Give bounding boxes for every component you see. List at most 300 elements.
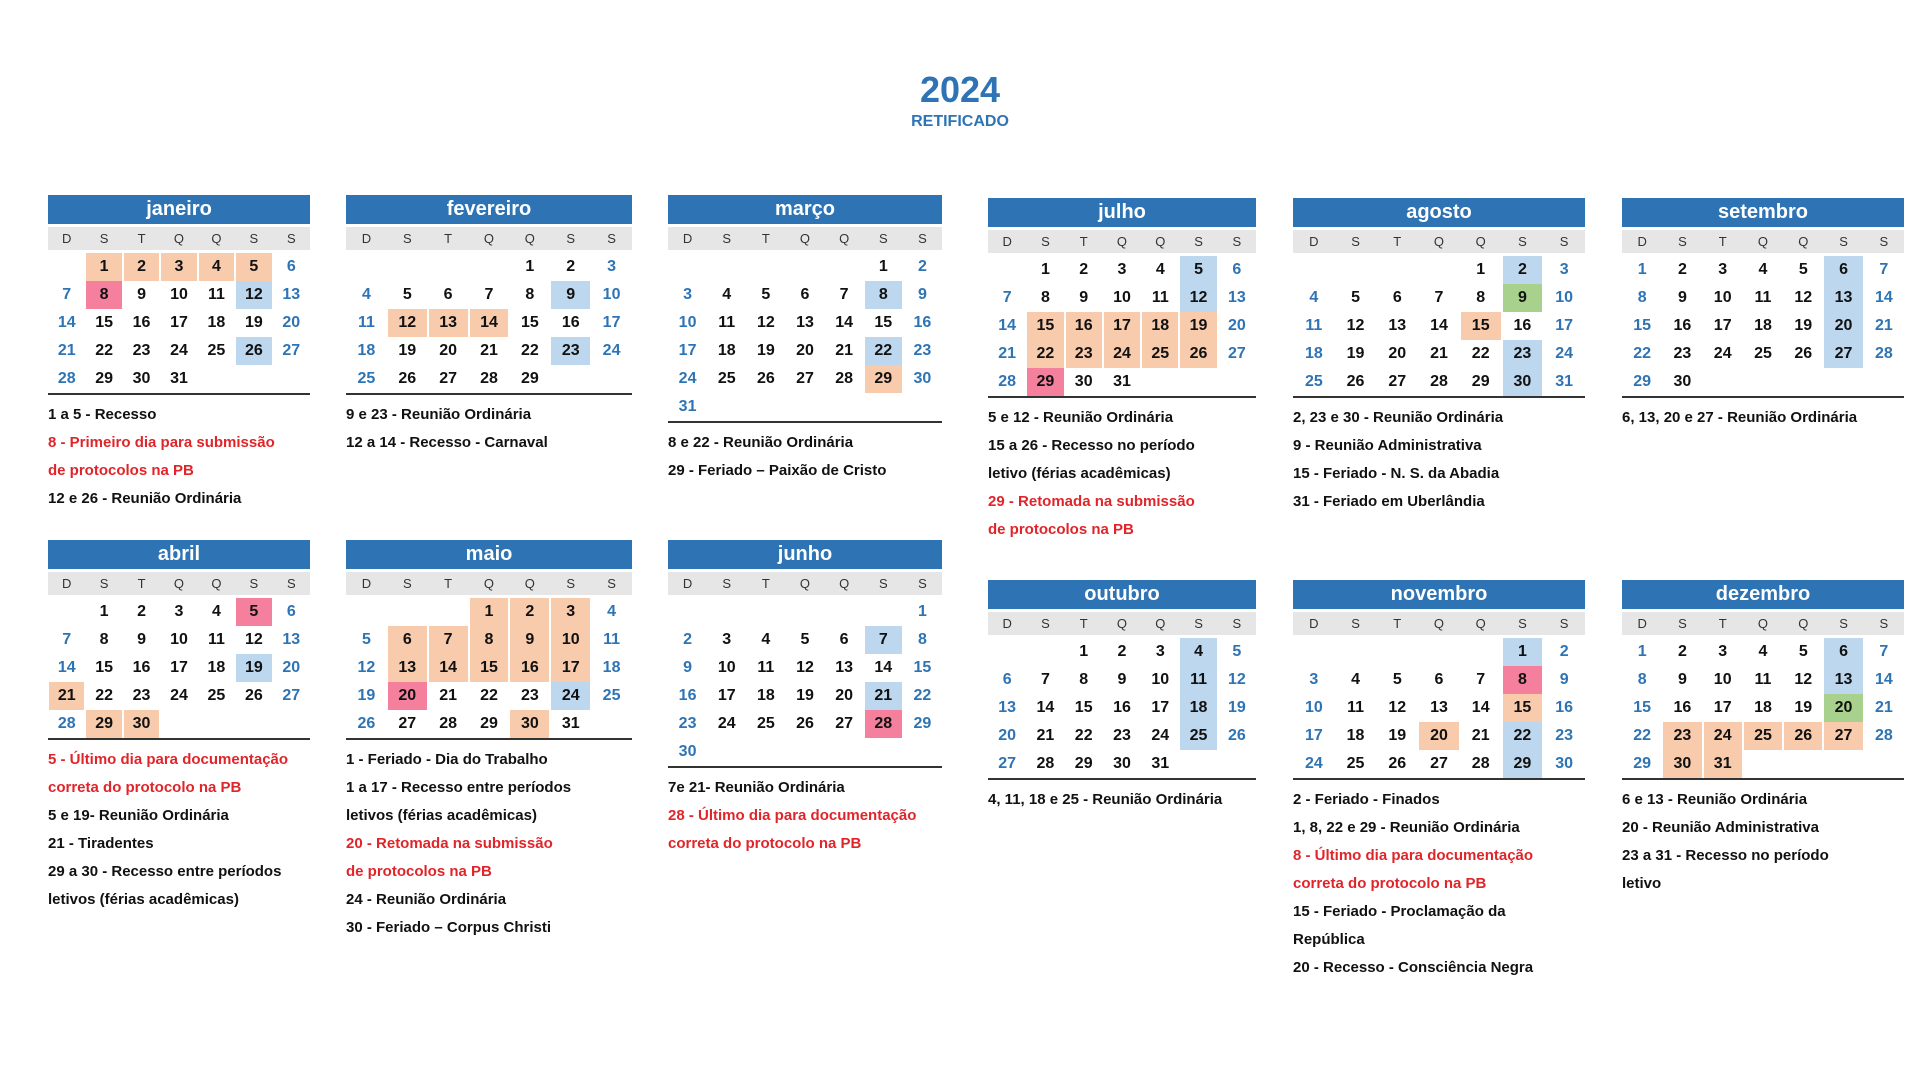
day-cell: 11 bbox=[757, 659, 775, 676]
day-cell: 16 bbox=[510, 654, 549, 682]
day-cell: 15 bbox=[1503, 694, 1543, 722]
day-cell: 4 bbox=[761, 631, 771, 648]
day-cell: 19 bbox=[1794, 699, 1813, 716]
day-cell: 26 bbox=[1346, 373, 1365, 390]
weekday-header: T bbox=[761, 231, 770, 246]
day-cell: 13 bbox=[429, 309, 468, 337]
day-cell: 30 bbox=[1503, 368, 1543, 396]
day-cell: 8 bbox=[1476, 289, 1486, 306]
weekday-header-row bbox=[48, 572, 310, 595]
day-cell: 17 bbox=[1555, 317, 1574, 334]
note-line: letivos (férias acadêmicas) bbox=[346, 807, 537, 824]
day-cell: 19 bbox=[1794, 317, 1813, 334]
weekday-header: T bbox=[137, 576, 146, 591]
note-line: 29 a 30 - Recesso entre períodos bbox=[48, 863, 282, 880]
day-cell: 20 bbox=[835, 687, 854, 704]
month-header: setembro bbox=[1622, 198, 1904, 227]
month-divider bbox=[346, 393, 632, 395]
day-cell: 21 bbox=[1471, 727, 1490, 744]
weekday-header-row bbox=[1622, 230, 1904, 253]
day-cell: 22 bbox=[95, 342, 114, 359]
day-cell: 7 bbox=[839, 286, 849, 303]
day-cell: 20 bbox=[1388, 345, 1407, 362]
day-cell: 6 bbox=[286, 603, 296, 620]
day-cell: 27 bbox=[439, 370, 458, 387]
day-cell: 14 bbox=[1036, 699, 1055, 716]
day-cell: 9 bbox=[510, 626, 549, 654]
day-cell: 9 bbox=[137, 286, 147, 303]
day-cell: 28 bbox=[1874, 345, 1893, 362]
day-cell: 2 bbox=[1117, 643, 1127, 660]
month-notes bbox=[1293, 786, 1585, 982]
day-cell: 11 bbox=[1180, 666, 1216, 694]
day-cell: 25 bbox=[1180, 722, 1216, 750]
day-cell: 26 bbox=[1227, 727, 1246, 744]
day-cell: 9 bbox=[1677, 671, 1687, 688]
day-cell: 29 bbox=[1503, 750, 1543, 778]
note-line: 5 - Último dia para documentação bbox=[48, 751, 289, 768]
day-cell: 14 bbox=[998, 317, 1017, 334]
day-cell: 7 bbox=[429, 626, 468, 654]
day-cell: 7 bbox=[1879, 643, 1889, 660]
note-line: 2 - Feriado - Finados bbox=[1293, 791, 1440, 808]
day-grid bbox=[988, 256, 1256, 396]
note-line: de protocolos na PB bbox=[988, 521, 1134, 538]
weekday-header: D bbox=[682, 231, 693, 246]
month-notes bbox=[988, 404, 1256, 544]
day-cell: 18 bbox=[1346, 727, 1365, 744]
day-cell: 22 bbox=[913, 687, 932, 704]
day-cell: 1 bbox=[86, 253, 121, 281]
day-cell: 12 bbox=[796, 659, 814, 676]
note-line: 15 - Feriado - Proclamação da bbox=[1293, 903, 1506, 920]
day-cell: 23 bbox=[1113, 727, 1131, 744]
day-cell: 19 bbox=[756, 342, 775, 359]
day-cell: 21 bbox=[1430, 345, 1448, 362]
weekday-header-row bbox=[988, 612, 1256, 635]
day-cell: 25 bbox=[602, 687, 621, 704]
note-line: 21 - Tiradentes bbox=[48, 835, 154, 852]
note-line: de protocolos na PB bbox=[346, 863, 492, 880]
day-cell: 11 bbox=[357, 314, 375, 331]
day-cell: 3 bbox=[1718, 643, 1728, 660]
weekday-header: T bbox=[1079, 234, 1088, 249]
note-line: letivo bbox=[1622, 875, 1662, 892]
month-divider bbox=[48, 393, 310, 395]
weekday-header: Q bbox=[799, 576, 811, 591]
day-cell: 25 bbox=[1304, 373, 1323, 390]
weekday-header: S bbox=[99, 231, 109, 246]
day-cell: 4 bbox=[361, 286, 371, 303]
month-notes bbox=[1293, 404, 1585, 516]
day-cell: 9 bbox=[1503, 284, 1543, 312]
day-cell: 31 bbox=[1151, 755, 1170, 772]
day-cell: 30 bbox=[1074, 373, 1093, 390]
day-cell: 5 bbox=[1180, 256, 1216, 284]
day-cell: 4 bbox=[607, 603, 617, 620]
day-cell: 4 bbox=[1351, 671, 1361, 688]
weekday-header: S bbox=[566, 576, 576, 591]
month-outubro bbox=[988, 580, 1256, 814]
day-cell: 3 bbox=[1155, 643, 1165, 660]
day-cell: 15 bbox=[874, 314, 893, 331]
day-cell: 18 bbox=[1754, 317, 1772, 334]
page-subtitle: RETIFICADO bbox=[911, 113, 1009, 130]
day-cell: 21 bbox=[998, 345, 1017, 362]
day-cell: 13 bbox=[998, 699, 1017, 716]
day-cell: 22 bbox=[1471, 345, 1490, 362]
weekday-header: T bbox=[1718, 234, 1727, 249]
day-grid bbox=[668, 598, 942, 766]
month-header: maio bbox=[346, 540, 632, 569]
day-cell: 28 bbox=[835, 370, 854, 387]
day-cell: 10 bbox=[717, 659, 736, 676]
day-cell: 5 bbox=[361, 631, 371, 648]
day-cell: 6 bbox=[1824, 638, 1862, 666]
month-maio bbox=[346, 540, 632, 942]
day-cell: 3 bbox=[1718, 261, 1728, 278]
weekday-header: D bbox=[1637, 616, 1647, 631]
day-cell: 5 bbox=[1351, 289, 1361, 306]
day-cell: 8 bbox=[865, 281, 902, 309]
weekday-header: S bbox=[1678, 616, 1687, 631]
day-cell: 21 bbox=[835, 342, 854, 359]
day-grid bbox=[988, 638, 1256, 778]
day-cell: 13 bbox=[796, 314, 814, 331]
day-cell: 19 bbox=[1227, 699, 1246, 716]
day-cell: 27 bbox=[282, 342, 301, 359]
day-cell: 6 bbox=[1434, 671, 1444, 688]
weekday-header: D bbox=[682, 576, 693, 591]
day-cell: 30 bbox=[678, 743, 697, 760]
weekday-header: S bbox=[1879, 234, 1889, 249]
day-cell: 10 bbox=[1113, 289, 1131, 306]
note-line: 2, 23 e 30 - Reunião Ordinária bbox=[1293, 409, 1504, 426]
day-cell: 24 bbox=[717, 715, 736, 732]
day-cell: 24 bbox=[1555, 345, 1574, 362]
day-cell: 9 bbox=[917, 286, 927, 303]
weekday-header: S bbox=[1232, 616, 1242, 631]
day-cell: 13 bbox=[1824, 284, 1862, 312]
weekday-header: S bbox=[1232, 234, 1242, 249]
day-cell: 23 bbox=[551, 337, 590, 365]
day-cell: 28 bbox=[998, 373, 1017, 390]
day-cell: 17 bbox=[678, 342, 697, 359]
weekday-header: S bbox=[1041, 234, 1050, 249]
weekday-header: S bbox=[249, 231, 259, 246]
day-cell: 2 bbox=[566, 258, 576, 275]
day-cell: 23 bbox=[132, 687, 151, 704]
weekday-header: Q bbox=[1155, 234, 1166, 249]
title-block bbox=[0, 70, 1920, 132]
day-cell: 30 bbox=[1673, 373, 1692, 390]
weekday-header: S bbox=[286, 231, 296, 246]
weekday-header: Q bbox=[1475, 616, 1486, 631]
day-cell: 8 bbox=[1637, 671, 1647, 688]
day-cell: 24 bbox=[1304, 755, 1323, 772]
note-line: 23 a 31 - Recesso no período bbox=[1622, 847, 1829, 864]
day-cell: 2 bbox=[683, 631, 693, 648]
day-cell: 24 bbox=[551, 682, 590, 710]
day-cell: 16 bbox=[913, 314, 932, 331]
note-line: 9 - Reunião Administrativa bbox=[1293, 437, 1482, 454]
weekday-header: S bbox=[402, 231, 412, 246]
month-notes bbox=[346, 401, 632, 457]
day-cell: 15 bbox=[95, 659, 114, 676]
note-line: correta do protocolo na PB bbox=[1293, 875, 1487, 892]
weekday-header: Q bbox=[1433, 234, 1445, 249]
day-cell: 19 bbox=[236, 654, 271, 682]
day-cell: 29 bbox=[1633, 373, 1652, 390]
day-cell: 11 bbox=[1305, 317, 1323, 334]
day-cell: 11 bbox=[207, 631, 225, 648]
day-cell: 1 bbox=[878, 258, 888, 275]
day-cell: 26 bbox=[244, 687, 263, 704]
weekday-header: T bbox=[444, 231, 453, 246]
day-cell: 27 bbox=[796, 370, 814, 387]
day-cell: 29 bbox=[520, 370, 539, 387]
day-cell: 20 bbox=[388, 682, 427, 710]
day-cell: 18 bbox=[1180, 694, 1216, 722]
day-cell: 2 bbox=[1503, 256, 1543, 284]
day-cell: 10 bbox=[1713, 671, 1732, 688]
weekday-header: S bbox=[286, 576, 296, 591]
note-line: 8 - Primeiro dia para submissão bbox=[48, 434, 275, 451]
day-cell: 23 bbox=[1503, 340, 1543, 368]
day-cell: 20 bbox=[796, 342, 814, 359]
day-cell: 12 bbox=[236, 281, 271, 309]
day-cell: 12 bbox=[357, 659, 376, 676]
day-cell: 15 bbox=[913, 659, 932, 676]
day-cell: 22 bbox=[95, 687, 114, 704]
month-header: janeiro bbox=[48, 195, 310, 224]
note-line: 24 - Reunião Ordinária bbox=[346, 891, 507, 908]
day-cell: 16 bbox=[1673, 699, 1692, 716]
weekday-header: S bbox=[1351, 234, 1360, 249]
day-cell: 14 bbox=[1430, 317, 1448, 334]
day-cell: 12 bbox=[1794, 289, 1813, 306]
weekday-header: Q bbox=[1433, 616, 1445, 631]
day-cell: 12 bbox=[1180, 284, 1216, 312]
day-cell: 3 bbox=[607, 258, 617, 275]
month-novembro bbox=[1293, 580, 1585, 982]
day-cell: 26 bbox=[236, 337, 271, 365]
day-cell: 28 bbox=[865, 710, 902, 738]
day-cell: 26 bbox=[796, 715, 814, 732]
day-cell: 26 bbox=[756, 370, 775, 387]
note-line: 15 a 26 - Recesso no período bbox=[988, 437, 1195, 454]
day-grid bbox=[48, 598, 310, 738]
day-cell: 23 bbox=[678, 715, 697, 732]
day-cell: 15 bbox=[470, 654, 509, 682]
day-cell: 22 bbox=[1074, 727, 1093, 744]
month-divider bbox=[48, 738, 310, 740]
day-cell: 10 bbox=[1304, 699, 1323, 716]
weekday-header-row bbox=[1293, 612, 1585, 635]
month-divider bbox=[1622, 396, 1904, 398]
month-header: dezembro bbox=[1622, 580, 1904, 609]
day-cell: 8 bbox=[917, 631, 927, 648]
day-cell: 1 bbox=[917, 603, 927, 620]
day-cell: 7 bbox=[1476, 671, 1486, 688]
day-cell: 2 bbox=[124, 253, 159, 281]
month-julho bbox=[988, 198, 1256, 544]
day-cell: 21 bbox=[49, 682, 84, 710]
day-cell: 21 bbox=[439, 687, 458, 704]
weekday-header: Q bbox=[799, 231, 811, 246]
day-cell: 17 bbox=[170, 659, 188, 676]
day-cell: 23 bbox=[1066, 340, 1102, 368]
day-cell: 25 bbox=[207, 342, 226, 359]
day-cell: 11 bbox=[1754, 671, 1772, 688]
weekday-header: Q bbox=[173, 231, 185, 246]
day-cell: 27 bbox=[1824, 340, 1862, 368]
day-cell: 30 bbox=[913, 370, 932, 387]
weekday-header: S bbox=[1194, 616, 1203, 631]
day-cell: 24 bbox=[1713, 345, 1732, 362]
day-cell: 13 bbox=[1227, 289, 1246, 306]
weekday-header: S bbox=[1194, 234, 1203, 249]
weekday-header: D bbox=[361, 231, 372, 246]
day-cell: 28 bbox=[480, 370, 498, 387]
month-notes bbox=[346, 746, 632, 942]
note-line: correta do protocolo na PB bbox=[668, 835, 862, 852]
month-notes bbox=[1622, 786, 1904, 898]
day-cell: 16 bbox=[1673, 317, 1692, 334]
weekday-header-row bbox=[668, 227, 942, 250]
day-cell: 8 bbox=[525, 286, 535, 303]
day-cell: 12 bbox=[756, 314, 775, 331]
day-cell: 2 bbox=[1559, 643, 1569, 660]
day-cell: 3 bbox=[722, 631, 732, 648]
day-cell: 31 bbox=[1555, 373, 1574, 390]
weekday-header: S bbox=[878, 576, 888, 591]
month-header: abril bbox=[48, 540, 310, 569]
day-cell: 13 bbox=[282, 286, 301, 303]
day-cell: 30 bbox=[124, 710, 159, 738]
day-cell: 6 bbox=[443, 286, 453, 303]
day-cell: 17 bbox=[1151, 699, 1170, 716]
day-cell: 21 bbox=[1874, 699, 1893, 716]
day-cell: 18 bbox=[357, 342, 376, 359]
day-cell: 21 bbox=[1036, 727, 1055, 744]
day-cell: 14 bbox=[57, 659, 76, 676]
day-cell: 13 bbox=[1388, 317, 1407, 334]
day-cell: 2 bbox=[917, 258, 927, 275]
note-line: 4, 11, 18 e 25 - Reunião Ordinária bbox=[988, 791, 1223, 808]
day-cell: 14 bbox=[57, 314, 76, 331]
day-cell: 27 bbox=[998, 755, 1017, 772]
day-cell: 8 bbox=[1079, 671, 1089, 688]
note-line: 20 - Reunião Administrativa bbox=[1622, 819, 1819, 836]
day-cell: 7 bbox=[62, 631, 72, 648]
day-grid bbox=[346, 598, 632, 738]
day-cell: 3 bbox=[1559, 261, 1569, 278]
note-line: 5 e 12 - Reunião Ordinária bbox=[988, 409, 1174, 426]
day-cell: 1 bbox=[1503, 638, 1543, 666]
day-cell: 10 bbox=[170, 631, 188, 648]
day-cell: 25 bbox=[207, 687, 226, 704]
weekday-header: Q bbox=[1116, 616, 1128, 631]
note-line: 8 - Último dia para documentação bbox=[1293, 847, 1534, 864]
day-cell: 9 bbox=[137, 631, 147, 648]
month-header: outubro bbox=[988, 580, 1256, 609]
weekday-header: D bbox=[1002, 234, 1012, 249]
day-cell: 13 bbox=[282, 631, 301, 648]
day-cell: 18 bbox=[756, 687, 775, 704]
note-line: 6, 13, 20 e 27 - Reunião Ordinária bbox=[1622, 409, 1858, 426]
day-grid bbox=[1622, 638, 1904, 778]
weekday-header: Q bbox=[524, 576, 535, 591]
weekday-header: S bbox=[1678, 234, 1687, 249]
day-cell: 24 bbox=[170, 342, 188, 359]
day-cell: 24 bbox=[1151, 727, 1170, 744]
day-cell: 15 bbox=[95, 314, 114, 331]
day-cell: 4 bbox=[722, 286, 732, 303]
day-cell: 13 bbox=[835, 659, 854, 676]
day-cell: 10 bbox=[1713, 289, 1732, 306]
day-cell: 19 bbox=[398, 342, 417, 359]
weekday-header: T bbox=[444, 576, 453, 591]
weekday-header: S bbox=[878, 231, 888, 246]
day-cell: 2 bbox=[1079, 261, 1089, 278]
day-cell: 8 bbox=[1040, 289, 1050, 306]
note-line: 7e 21- Reunião Ordinária bbox=[668, 779, 845, 796]
day-cell: 24 bbox=[1704, 722, 1742, 750]
day-cell: 1 bbox=[1476, 261, 1486, 278]
day-cell: 1 bbox=[525, 258, 535, 275]
weekday-header: Q bbox=[211, 231, 222, 246]
weekday-header: T bbox=[1718, 616, 1727, 631]
weekday-header: T bbox=[1079, 616, 1088, 631]
day-cell: 15 bbox=[1027, 312, 1063, 340]
weekday-header: D bbox=[62, 231, 72, 246]
day-cell: 12 bbox=[1346, 317, 1365, 334]
weekday-header-row bbox=[1622, 612, 1904, 635]
note-line: 8 e 22 - Reunião Ordinária bbox=[668, 434, 854, 451]
day-grid bbox=[1622, 256, 1904, 396]
month-divider bbox=[346, 738, 632, 740]
day-cell: 16 bbox=[1513, 317, 1532, 334]
day-cell: 8 bbox=[1503, 666, 1543, 694]
month-divider bbox=[988, 396, 1256, 398]
month-agosto bbox=[1293, 198, 1585, 516]
day-cell: 6 bbox=[800, 286, 810, 303]
month-divider bbox=[668, 766, 942, 768]
day-cell: 20 bbox=[1419, 722, 1459, 750]
weekday-header: S bbox=[1879, 616, 1889, 631]
day-cell: 7 bbox=[1879, 261, 1889, 278]
month-header: agosto bbox=[1293, 198, 1585, 227]
day-cell: 25 bbox=[357, 370, 376, 387]
day-cell: 8 bbox=[99, 631, 109, 648]
day-cell: 6 bbox=[1002, 671, 1012, 688]
day-cell: 14 bbox=[1874, 671, 1893, 688]
day-cell: 17 bbox=[170, 314, 188, 331]
note-line: 1 - Feriado - Dia do Trabalho bbox=[346, 751, 548, 768]
note-line: 20 - Retomada na submissão bbox=[346, 835, 553, 852]
day-cell: 26 bbox=[357, 715, 376, 732]
month-notes bbox=[668, 429, 942, 485]
note-line: 6 e 13 - Reunião Ordinária bbox=[1622, 791, 1808, 808]
day-cell: 10 bbox=[602, 286, 621, 303]
day-cell: 30 bbox=[1113, 755, 1131, 772]
day-cell: 15 bbox=[1074, 699, 1093, 716]
day-cell: 28 bbox=[1036, 755, 1055, 772]
day-cell: 28 bbox=[1874, 727, 1893, 744]
day-cell: 19 bbox=[357, 687, 376, 704]
day-cell: 4 bbox=[1309, 289, 1319, 306]
